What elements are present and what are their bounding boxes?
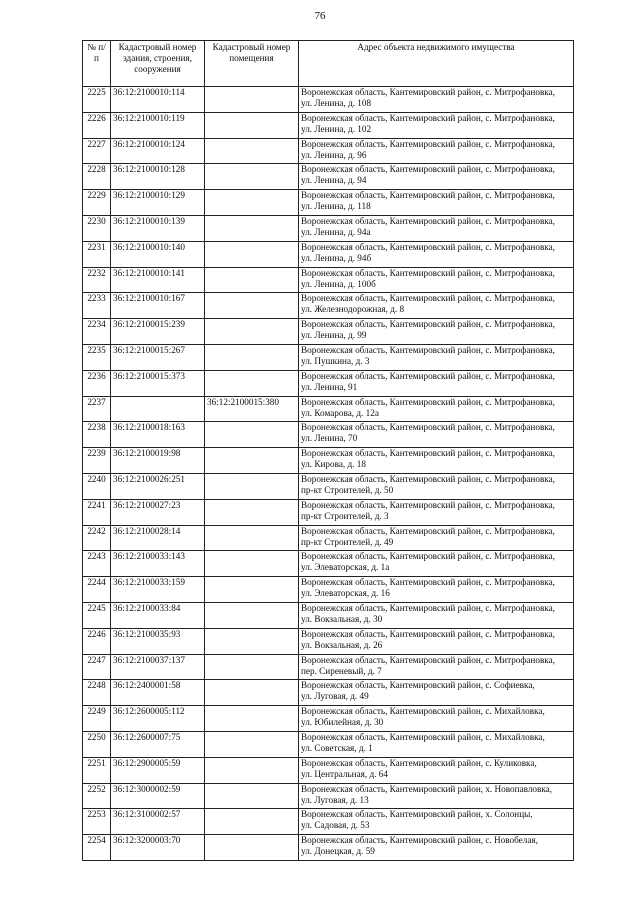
table-row — [83, 448, 574, 474]
building-cadastral-number: 36:12:2100015:373 — [111, 370, 205, 396]
address-line-street: ул. Ленина, д. 102 — [301, 123, 372, 134]
row-number: 2245 — [83, 602, 111, 628]
address-cell — [299, 551, 574, 577]
address-cell — [299, 396, 574, 422]
building-cadastral-number: 36:12:2100015:267 — [111, 344, 205, 370]
address-line-street: ул. Луговая, д. 49 — [301, 691, 369, 702]
premises-cadastral-number — [205, 654, 299, 680]
row-number: 2240 — [83, 473, 111, 499]
building-cadastral-number: 36:12:2100033:84 — [111, 602, 205, 628]
address-line-region: Воронежская область, Кантемировский район, с. Митрофановка, — [301, 422, 555, 433]
row-number: 2241 — [83, 499, 111, 525]
premises-cadastral-number — [205, 215, 299, 241]
premises-cadastral-number — [205, 835, 299, 861]
address-line-region: Воронежская область, Кантемировский район, с. Михайловка, — [301, 706, 545, 717]
row-number: 2250 — [83, 731, 111, 757]
table-row — [83, 422, 574, 448]
table-row — [83, 241, 574, 267]
row-number: 2236 — [83, 370, 111, 396]
building-cadastral-number: 36:12:2100015:239 — [111, 319, 205, 345]
address-line-street: ул. Советская, д. 1 — [301, 742, 373, 753]
row-number: 2252 — [83, 783, 111, 809]
address-line-street: ул. Луговая, д. 13 — [301, 794, 369, 805]
address-line-street: ул. Элеваторская, д. 1а — [301, 562, 390, 573]
address-line-street: ул. Садовая, д. 53 — [301, 820, 370, 831]
table-row — [83, 680, 574, 706]
address-cell — [299, 370, 574, 396]
address-line-street: пр-кт Строителей, д. 3 — [301, 510, 389, 521]
address-cell — [299, 319, 574, 345]
address-line-region: Воронежская область, Кантемировский район, с. Митрофановка, — [301, 396, 555, 407]
premises-cadastral-number — [205, 757, 299, 783]
address-line-region: Воронежская область, Кантемировский район, с. Митрофановка, — [301, 344, 555, 355]
row-number: 2244 — [83, 577, 111, 603]
table-row — [83, 164, 574, 190]
table-row — [83, 267, 574, 293]
table-row — [83, 706, 574, 732]
address-line-region: Воронежская область, Кантемировский район, х. Солонцы, — [301, 809, 533, 820]
row-number: 2248 — [83, 680, 111, 706]
building-cadastral-number: 36:12:2100010:140 — [111, 241, 205, 267]
address-line-street: ул. Центральная, д. 64 — [301, 768, 388, 779]
address-line-street: ул. Ленина, д. 108 — [301, 98, 372, 108]
premises-cadastral-number — [205, 499, 299, 525]
header-row-number: № п/п — [83, 41, 111, 87]
premises-cadastral-number — [205, 422, 299, 448]
address-line-region: Воронежская область, Кантемировский район, с. Митрофановка, — [301, 164, 555, 175]
address-line-region: Воронежская область, Кантемировский район, с. Митрофановка, — [301, 551, 555, 562]
row-number: 2249 — [83, 706, 111, 732]
premises-cadastral-number — [205, 731, 299, 757]
address-line-region: Воронежская область, Кантемировский район, с. Куликовка, — [301, 757, 537, 768]
premises-cadastral-number — [205, 602, 299, 628]
premises-cadastral-number — [205, 473, 299, 499]
address-cell — [299, 499, 574, 525]
address-line-region: Воронежская область, Кантемировский район, с. Митрофановка, — [301, 112, 555, 123]
row-number: 2231 — [83, 241, 111, 267]
building-cadastral-number: 36:12:2100033:143 — [111, 551, 205, 577]
address-line-street: ул. Вокзальная, д. 30 — [301, 613, 383, 624]
building-cadastral-number: 36:12:2100010:129 — [111, 190, 205, 216]
building-cadastral-number: 36:12:2400001:58 — [111, 680, 205, 706]
address-line-street: ул. Ленина, д. 94 — [301, 175, 367, 186]
building-cadastral-number: 36:12:2100010:141 — [111, 267, 205, 293]
row-number: 2237 — [83, 396, 111, 422]
table-row — [83, 293, 574, 319]
building-cadastral-number: 36:12:2100010:167 — [111, 293, 205, 319]
address-cell — [299, 783, 574, 809]
table-row — [83, 499, 574, 525]
address-line-region: Воронежская область, Кантемировский район, с. Митрофановка, — [301, 577, 555, 588]
address-line-street: ул. Ленина, д. 100б — [301, 278, 376, 289]
building-cadastral-number: 36:12:2100010:139 — [111, 215, 205, 241]
address-cell — [299, 654, 574, 680]
table-row — [83, 525, 574, 551]
row-number: 2230 — [83, 215, 111, 241]
row-number: 2232 — [83, 267, 111, 293]
row-number: 2253 — [83, 809, 111, 835]
table-row — [83, 473, 574, 499]
premises-cadastral-number — [205, 370, 299, 396]
address-cell — [299, 138, 574, 164]
header-address: Адрес объекта недвижимого имущества — [299, 41, 574, 87]
premises-cadastral-number — [205, 267, 299, 293]
row-number: 2227 — [83, 138, 111, 164]
row-number: 2254 — [83, 835, 111, 861]
premises-cadastral-number — [205, 293, 299, 319]
building-cadastral-number: 36:12:3100002:57 — [111, 809, 205, 835]
row-number: 2246 — [83, 628, 111, 654]
address-cell — [299, 293, 574, 319]
address-cell — [299, 731, 574, 757]
table-row — [83, 628, 574, 654]
address-cell — [299, 344, 574, 370]
address-cell — [299, 164, 574, 190]
address-cell — [299, 422, 574, 448]
address-line-region: Воронежская область, Кантемировский район, с. Митрофановка, — [301, 138, 555, 149]
header-building-cadastral: Кадастровый номер здания, строения, сооружения — [111, 41, 205, 87]
address-line-region: Воронежская область, Кантемировский район, с. Михайловка, — [301, 731, 545, 742]
premises-cadastral-number — [205, 138, 299, 164]
address-cell — [299, 602, 574, 628]
building-cadastral-number: 36:12:2100018:163 — [111, 422, 205, 448]
table-row — [83, 138, 574, 164]
table-row — [83, 654, 574, 680]
row-number: 2239 — [83, 448, 111, 474]
table-row — [83, 370, 574, 396]
table-row — [83, 112, 574, 138]
address-cell — [299, 215, 574, 241]
building-cadastral-number: 36:12:2100027:23 — [111, 499, 205, 525]
address-cell — [299, 525, 574, 551]
address-cell — [299, 809, 574, 835]
address-line-street: ул. Кирова, д. 18 — [301, 459, 366, 470]
building-cadastral-number: 36:12:2100010:114 — [111, 87, 205, 113]
address-line-street: ул. Ленина, 91 — [301, 381, 358, 392]
table-row — [83, 87, 574, 113]
premises-cadastral-number — [205, 190, 299, 216]
table-row — [83, 757, 574, 783]
premises-cadastral-number — [205, 706, 299, 732]
premises-cadastral-number — [205, 680, 299, 706]
address-line-region: Воронежская область, Кантемировский район, с. Митрофановка, — [301, 370, 555, 381]
building-cadastral-number: 36:12:2100033:159 — [111, 577, 205, 603]
table-row — [83, 319, 574, 345]
row-number: 2225 — [83, 87, 111, 113]
row-number: 2247 — [83, 654, 111, 680]
premises-cadastral-number — [205, 783, 299, 809]
page-number: 76 — [314, 10, 326, 22]
table-row — [83, 783, 574, 809]
building-cadastral-number: 36:12:2100010:124 — [111, 138, 205, 164]
address-line-street: ул. Юбилейная, д. 30 — [301, 717, 384, 728]
table-row — [83, 602, 574, 628]
row-number: 2229 — [83, 190, 111, 216]
building-cadastral-number: 36:12:3000002:59 — [111, 783, 205, 809]
table-row — [83, 190, 574, 216]
address-line-region: Воронежская область, Кантемировский район, с. Митрофановка, — [301, 628, 555, 639]
header-premises-cadastral: Кадастровый номер помещения — [205, 41, 299, 87]
premises-cadastral-number — [205, 551, 299, 577]
table-body — [83, 87, 574, 861]
address-line-street: ул. Ленина, 70 — [301, 433, 358, 444]
address-line-street: ул. Комарова, д. 12а — [301, 407, 379, 418]
premises-cadastral-number — [205, 164, 299, 190]
address-cell — [299, 680, 574, 706]
address-cell — [299, 577, 574, 603]
address-cell — [299, 87, 574, 113]
address-cell — [299, 628, 574, 654]
address-cell — [299, 757, 574, 783]
address-line-region: Воронежская область, Кантемировский район, с. Митрофановка, — [301, 190, 555, 201]
address-line-region: Воронежская область, Кантемировский район, х. Новопавловка, — [301, 783, 553, 794]
premises-cadastral-number — [205, 577, 299, 603]
address-cell — [299, 112, 574, 138]
address-line-street: ул. Ленина, д. 94а — [301, 226, 371, 237]
table-row — [83, 809, 574, 835]
address-line-region: Воронежская область, Кантемировский район, с. Новобелая, — [301, 835, 538, 846]
address-line-region: Воронежская область, Кантемировский район, с. Софиевка, — [301, 680, 535, 691]
address-line-street: ул. Ленина, д. 99 — [301, 330, 367, 341]
address-line-street: ул. Ленина, д. 96 — [301, 149, 367, 160]
building-cadastral-number: 36:12:2100026:251 — [111, 473, 205, 499]
table-row — [83, 835, 574, 861]
building-cadastral-number: 36:12:2900005:59 — [111, 757, 205, 783]
table-row — [83, 215, 574, 241]
row-number: 2226 — [83, 112, 111, 138]
premises-cadastral-number — [205, 525, 299, 551]
building-cadastral-number: 36:12:2100010:119 — [111, 112, 205, 138]
building-cadastral-number: 36:12:2100037:137 — [111, 654, 205, 680]
property-registry-table — [82, 40, 574, 861]
address-line-street: пр-кт Строителей, д. 50 — [301, 484, 394, 495]
row-number: 2233 — [83, 293, 111, 319]
row-number: 2234 — [83, 319, 111, 345]
premises-cadastral-number — [205, 809, 299, 835]
address-cell — [299, 267, 574, 293]
address-line-region: Воронежская область, Кантемировский район, с. Митрофановка, — [301, 319, 555, 330]
premises-cadastral-number — [205, 319, 299, 345]
address-cell — [299, 190, 574, 216]
address-line-region: Воронежская область, Кантемировский район, с. Митрофановка, — [301, 602, 555, 613]
building-cadastral-number: 36:12:2600005:112 — [111, 706, 205, 732]
address-line-region: Воронежская область, Кантемировский район, с. Митрофановка, — [301, 525, 555, 536]
row-number: 2238 — [83, 422, 111, 448]
address-cell — [299, 448, 574, 474]
address-line-region: Воронежская область, Кантемировский район, с. Митрофановка, — [301, 87, 555, 97]
address-cell — [299, 706, 574, 732]
row-number: 2251 — [83, 757, 111, 783]
premises-cadastral-number: 36:12:2100015:380 — [205, 396, 299, 422]
address-line-region: Воронежская область, Кантемировский район, с. Митрофановка, — [301, 473, 555, 484]
table-row — [83, 731, 574, 757]
premises-cadastral-number — [205, 448, 299, 474]
building-cadastral-number: 36:12:3200003:70 — [111, 835, 205, 861]
building-cadastral-number — [111, 396, 205, 422]
address-line-street: ул. Железнодорожная, д. 8 — [301, 304, 405, 315]
address-line-street: ул. Ленина, д. 118 — [301, 201, 371, 212]
address-cell — [299, 241, 574, 267]
address-line-region: Воронежская область, Кантемировский район, с. Митрофановка, — [301, 293, 555, 304]
building-cadastral-number: 36:12:2100028:14 — [111, 525, 205, 551]
address-line-street: ул. Элеваторская, д. 16 — [301, 588, 390, 599]
table-row — [83, 551, 574, 577]
address-line-region: Воронежская область, Кантемировский район, с. Митрофановка, — [301, 241, 555, 252]
address-line-street: ул. Донецкая, д. 59 — [301, 846, 375, 857]
row-number: 2242 — [83, 525, 111, 551]
address-line-street: пр-кт Строителей, д. 49 — [301, 536, 394, 547]
building-cadastral-number: 36:12:2100010:128 — [111, 164, 205, 190]
address-line-region: Воронежская область, Кантемировский район, с. Митрофановка, — [301, 654, 555, 665]
address-line-street: пер. Сиреневый, д. 7 — [301, 665, 382, 676]
address-line-street: ул. Вокзальная, д. 26 — [301, 639, 383, 650]
address-cell — [299, 473, 574, 499]
building-cadastral-number: 36:12:2100035:93 — [111, 628, 205, 654]
table-row — [83, 396, 574, 422]
row-number: 2235 — [83, 344, 111, 370]
address-line-region: Воронежская область, Кантемировский район, с. Митрофановка, — [301, 448, 555, 459]
premises-cadastral-number — [205, 241, 299, 267]
building-cadastral-number: 36:12:2100019:98 — [111, 448, 205, 474]
row-number: 2228 — [83, 164, 111, 190]
premises-cadastral-number — [205, 344, 299, 370]
building-cadastral-number: 36:12:2600007:75 — [111, 731, 205, 757]
premises-cadastral-number — [205, 112, 299, 138]
address-line-street: ул. Пушкина, д. 3 — [301, 355, 370, 366]
premises-cadastral-number — [205, 87, 299, 113]
address-line-region: Воронежская область, Кантемировский район, с. Митрофановка, — [301, 215, 555, 226]
address-line-street: ул. Ленина, д. 94б — [301, 252, 372, 263]
row-number: 2243 — [83, 551, 111, 577]
address-line-region: Воронежская область, Кантемировский район, с. Митрофановка, — [301, 267, 555, 278]
table-row — [83, 577, 574, 603]
table-header-row — [83, 41, 574, 87]
table-row — [83, 344, 574, 370]
address-cell — [299, 835, 574, 861]
address-line-region: Воронежская область, Кантемировский район, с. Митрофановка, — [301, 499, 555, 510]
premises-cadastral-number — [205, 628, 299, 654]
